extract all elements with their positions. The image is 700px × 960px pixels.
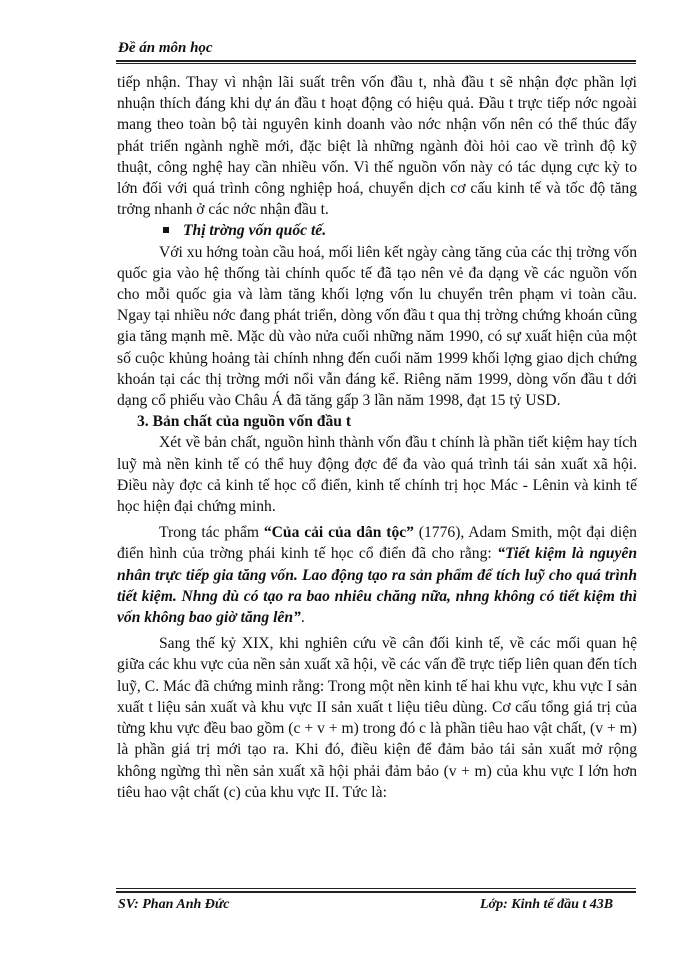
book-title: “Của cải của dân tộc”	[263, 524, 414, 542]
footer-author: SV: Phan Anh Đức	[118, 897, 230, 912]
paragraph-adam-smith	[117, 522, 637, 628]
page-header-title: Đề án môn học	[118, 40, 213, 56]
text-intro: Trong tác phẩm	[159, 524, 264, 542]
paragraph-marx: Sang thế kỷ XIX, khi nghiên cứu về cân đối kinh tế, về các mối quan hệ giữa các khu vực của nền sản xuất xã hội, về các vấn đề trực tiếp liên quan đến tích luỹ, C. Mác đã chứng minh rằng: Trong một nền kinh tế hai khu vực, khu vực I sản xuất t liệu sản xuất và khu vực II sản xuất t liệu tiêu dùng. Cơ cấu tổng giá trị của từng khu vực đều bao gồm (c + v + m) trong đó c là phần tiêu hao vật chất, (v + m) là phần giá trị mới tạo ra. Khi đó, điều kiện để đảm bảo tái sản xuất mở rộng không ngừng thì nền sản xuất xã hội phải đảm bảo (v + m) của khu vực I lớn hơn tiêu hao vật chất (c) của khu vực II. Tức là:	[117, 635, 637, 801]
square-bullet-icon	[163, 227, 169, 233]
paragraph-globalization: Với xu hớng toàn cầu hoá, mối liên kết ngày càng tăng của các thị trờng vốn quốc gia vào hệ thống tài chính quốc tế đã tạo nên vẻ đa dạng về các nguồn vốn cho mỗi quốc gia và làm tăng khối lợng vốn lu chuyển trên phạm vi toàn cầu. Ngay tại nhiều nớc đang phát triển, dòng vốn đầu t qua thị trờng chứng khoán cũng gia tăng mạnh mẽ. Mặc dù vào nửa cuối những năm 1990, có sự xuất hiện của một số cuộc khủng hoảng tài chính nhng đến cuối năm 1999 khối lợng giao dịch chứng khoán tại các thị trờng mới nổi vẫn đáng kể. Riêng năm 1999, dòng vốn đầu t dới dạng cổ phiếu vào Châu Á đã tăng gấp 3 lần năm 1998, đạt 15 tỷ USD.	[117, 243, 637, 410]
text-smith: (1776), Adam Smith, một đại diện điển hình của trờng phái kinh tế học cổ điển đã cho rằng:	[117, 524, 637, 563]
bullet-international-capital-market	[183, 220, 637, 241]
footer-rule	[116, 891, 636, 893]
header-rule-thin	[116, 63, 636, 64]
document-body	[117, 72, 637, 803]
paragraph-fdi-benefits: tiếp nhận. Thay vì nhận lãi suất trên vốn đầu t, nhà đầu t sẽ nhận đợc phần lợi nhuận thích đáng khi dự án đầu t hoạt động có hiệu quả. Đầu t trực tiếp nớc ngoài mang theo toàn bộ tài nguyên kinh doanh vào nớc nhận vốn nên có thể thúc đẩy phát triển ngành nghề mới, đặc biệt là những ngành đòi hỏi cao về trình độ kỹ thuật, công nghệ hay cần nhiều vốn. Vì thế nguồn vốn này có tác dụng cực kỳ to lớn đối với quá trình công nghiệp hoá, chuyển dịch cơ cấu kinh tế và tốc độ tăng trởng nhanh ở các nớc nhận đầu t.	[117, 74, 637, 219]
section-heading-3: 3. Bản chất của nguồn vốn đầu t	[137, 413, 352, 431]
bullet-label: Thị trờng vốn quốc tế.	[183, 222, 327, 240]
footer-rule-thin	[116, 888, 636, 889]
paragraph-nature-of-capital: Xét về bản chất, nguồn hình thành vốn đầu t chính là phần tiết kiệm hay tích luỹ mà nền kinh tế có thể huy động đợc để đa vào quá trình tái sản xuất xã hội. Điều này đợc cả kinh tế học cổ điển, kinh tế chính trị học Mác - Lênin và kinh tế học hiện đại chứng minh.	[117, 434, 637, 516]
header-rule	[116, 60, 636, 62]
footer-class: Lớp: Kinh tế đầu t 43B	[480, 897, 614, 912]
smith-quote: “Tiết kiệm là nguyên nhân trực tiếp gia tăng vốn. Lao động tạo ra sản phẩm để tích luỹ cho quá trình tiết kiệm. Nhng dù có tạo ra bao nhiêu chăng nữa, nhng không có tiết kiệm thì vốn không bao giờ tăng lên”	[117, 545, 637, 627]
text-period: .	[300, 609, 305, 627]
